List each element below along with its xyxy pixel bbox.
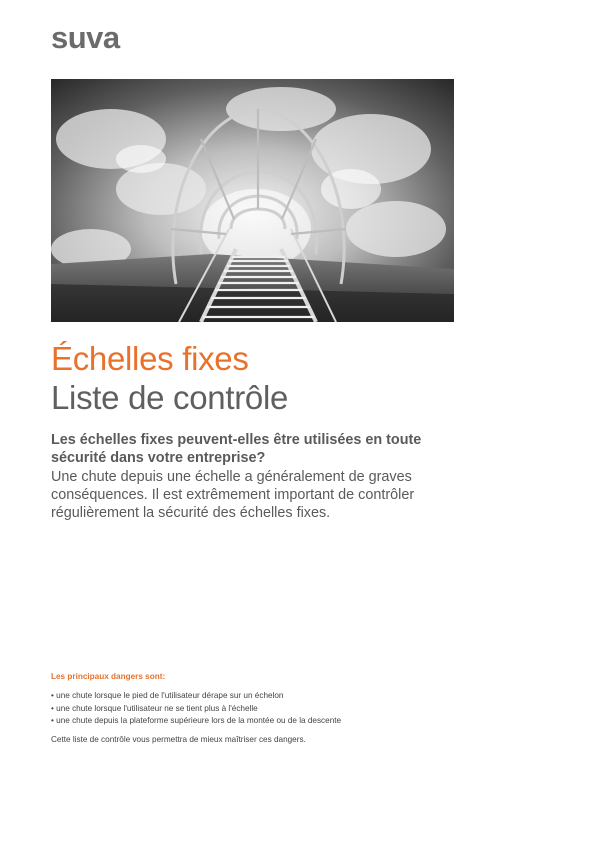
dangers-list bbox=[51, 690, 341, 728]
closing-text: Cette liste de contrôle vous permettra de mieux maîtriser ces dangers. bbox=[51, 735, 306, 744]
danger-item: • une chute lorsque le pied de l'utilisateur dérape sur un échelon bbox=[51, 690, 341, 703]
hero-photo bbox=[51, 79, 454, 322]
page-subtitle: Liste de contrôle bbox=[51, 379, 289, 416]
suva-logo: suva bbox=[51, 20, 120, 55]
page-title: Échelles fixes bbox=[51, 340, 249, 377]
lead-question: Les échelles fixes peuvent-elles être utilisées en toute sécurité dans votre entreprise? bbox=[51, 432, 422, 466]
lead-paragraph: Une chute depuis une échelle a généralement de graves conséquences. Il est extrêmement important de contrôler régulièrement la sécurité des échelles fixes. bbox=[51, 469, 415, 521]
danger-item: • une chute depuis la plateforme supérieure lors de la montée ou de la descente bbox=[51, 715, 341, 728]
dangers-heading: Les principaux dangers sont: bbox=[51, 672, 166, 681]
danger-item: • une chute lorsque l'utilisateur ne se tient plus à l'échelle bbox=[51, 703, 341, 716]
